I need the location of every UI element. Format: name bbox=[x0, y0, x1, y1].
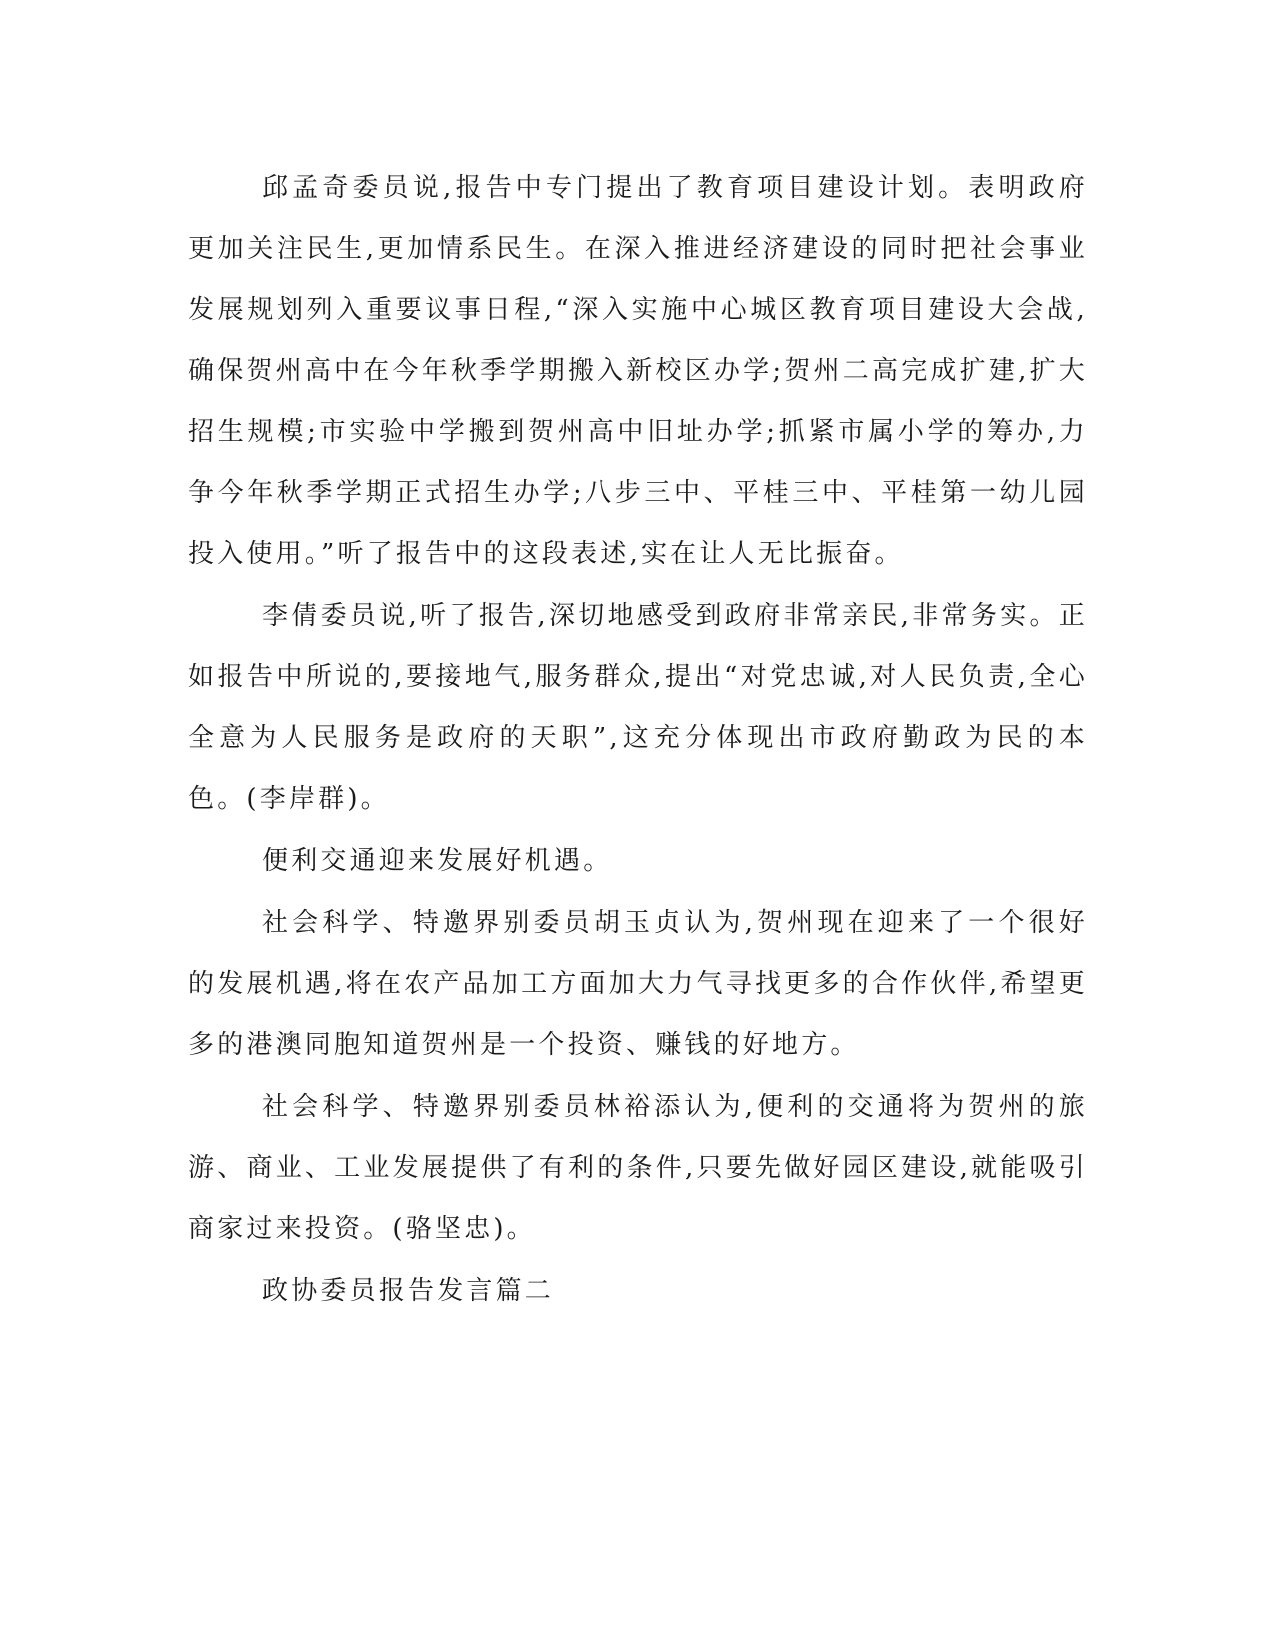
section-heading-part-two: 政协委员报告发言篇二 bbox=[262, 1276, 555, 1306]
paragraph-qiu-mengqi: 邱孟奇委员说,报告中专门提出了教育项目建设计划。表明政府更加关注民生,更加情系民生。在深入推进经济建设的同时把社会事业发展规划列入重要议事日程,“深入实施中心城区教育项目建设大会战,确保贺州高中在今年秋季学期搬入新校区办学;贺州二高完成扩建,扩大招生规模;市实验中学搬到贺州高中旧址办学;抓紧市属小学的筹办,力争今年秋季学期正式招生办学;八步三中、平桂三中、平桂第一幼儿园投入使用。”听了报告中的这段表述,实在让人无比振奋。 bbox=[188, 173, 1088, 569]
paragraph-hu-yuzhen: 社会科学、特邀界别委员胡玉贞认为,贺州现在迎来了一个很好的发展机遇,将在农产品加工方面加大力气寻找更多的合作伙伴,希望更多的港澳同胞知道贺州是一个投资、赚钱的好地方。 bbox=[188, 908, 1088, 1060]
paragraph-lin-yutian: 社会科学、特邀界别委员林裕添认为,便利的交通将为贺州的旅游、商业、工业发展提供了有利的条件,只要先做好园区建设,就能吸引商家过来投资。(骆坚忠)。 bbox=[188, 1092, 1088, 1244]
paragraph-li-qian: 李倩委员说,听了报告,深切地感受到政府非常亲民,非常务实。正如报告中所说的,要接地气,服务群众,提出“对党忠诚,对人民负责,全心全意为人民服务是政府的天职”,这充分体现出市政府勤政为民的本色。(李岸群)。 bbox=[188, 601, 1088, 814]
document-body bbox=[188, 158, 1088, 1323]
section-heading-transport: 便利交通迎来发展好机遇。 bbox=[262, 846, 613, 876]
